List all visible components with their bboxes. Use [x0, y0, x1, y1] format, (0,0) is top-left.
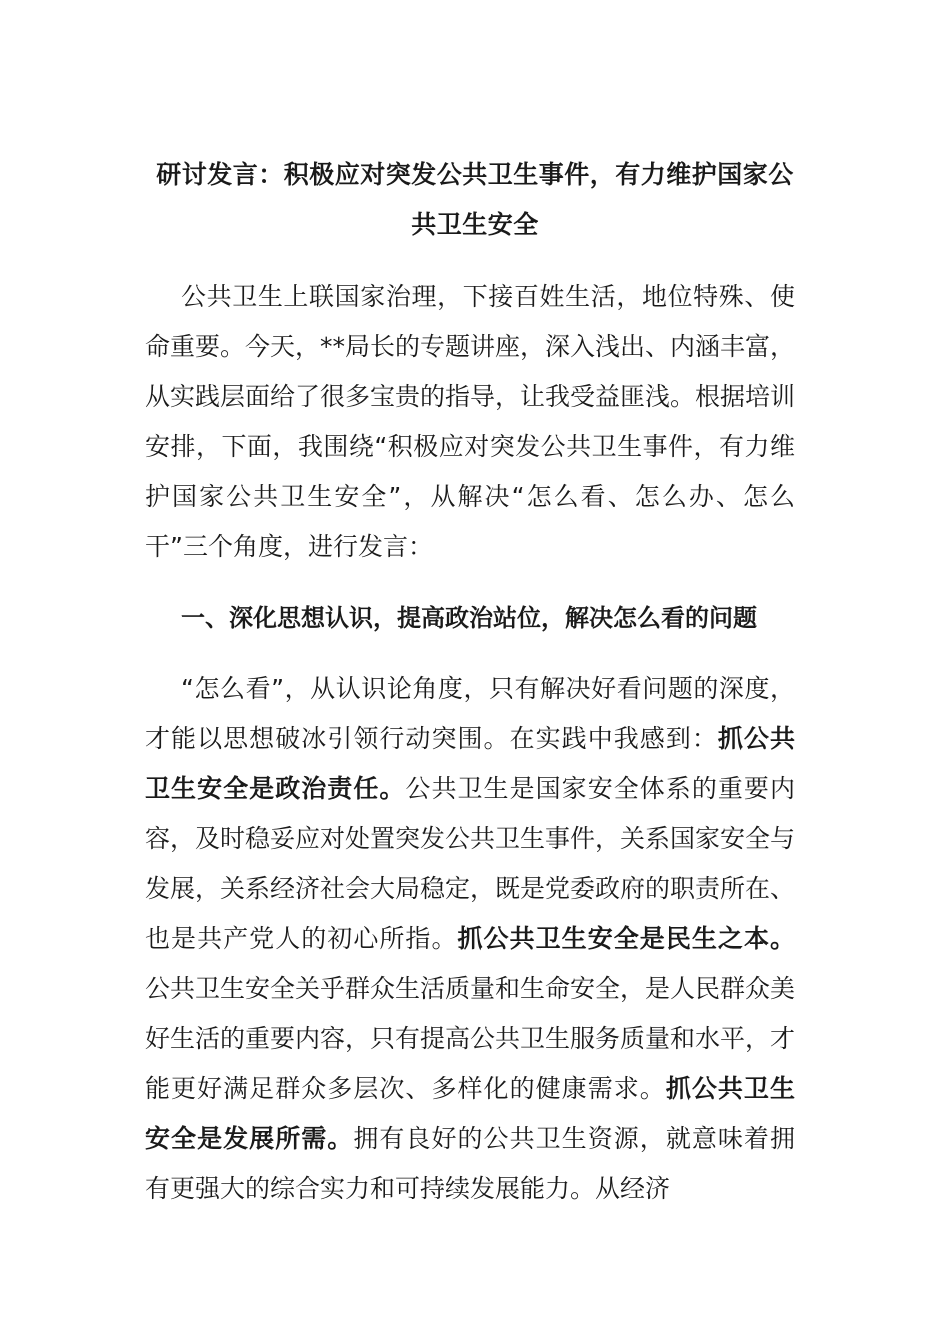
section-paragraph — [145, 664, 795, 1214]
paragraph-lead-text: “怎么看”，从认识论角度，只有解决好看问题的深度，才能以思想破冰引领行动突围。在实践中我感到： — [145, 674, 795, 753]
key-point-political-responsibility: 抓公共卫生安全是政治责任。 — [145, 724, 795, 803]
intro-paragraph: 公共卫生上联国家治理，下接百姓生活，地位特殊、使命重要。今天，**局长的专题讲座，深入浅出、内涵丰富，从实践层面给了很多宝贵的指导，让我受益匪浅。根据培训安排，下面，我围绕“积极应对突发公共卫生事件，有力维护国家公共卫生安全”，从解决“怎么看、怎么办、怎么干”三个角度，进行发言： — [145, 282, 796, 561]
key-point-2-text: 公共卫生安全关乎群众生活质量和生命安全，是人民群众美好生活的重要内容，只有提高公共卫生服务质量和水平，才能更好满足群众多层次、多样化的健康需求。 — [145, 974, 796, 1103]
key-point-1-text: 公共卫生是国家安全体系的重要内容，及时稳妥应对处置突发公共卫生事件，关系国家安全与发展，关系经济社会大局稳定，既是党委政府的职责所在、也是共产党人的初心所指。 — [145, 774, 796, 953]
section-heading: 一、深化思想认识，提高政治站位，解决怎么看的问题 — [181, 604, 757, 632]
key-point-development: 抓公共卫生安全是发展所需。 — [145, 1074, 795, 1153]
key-point-3-text: 拥有良好的公共卫生资源，就意味着拥有更强大的综合实力和可持续发展能力。从经济 — [145, 1124, 795, 1203]
key-point-livelihood: 抓公共卫生安全是民生之本。 — [457, 924, 795, 953]
document-title: 研讨发言：积极应对突发公共卫生事件，有力维护国家公共卫生安全 — [156, 160, 794, 239]
